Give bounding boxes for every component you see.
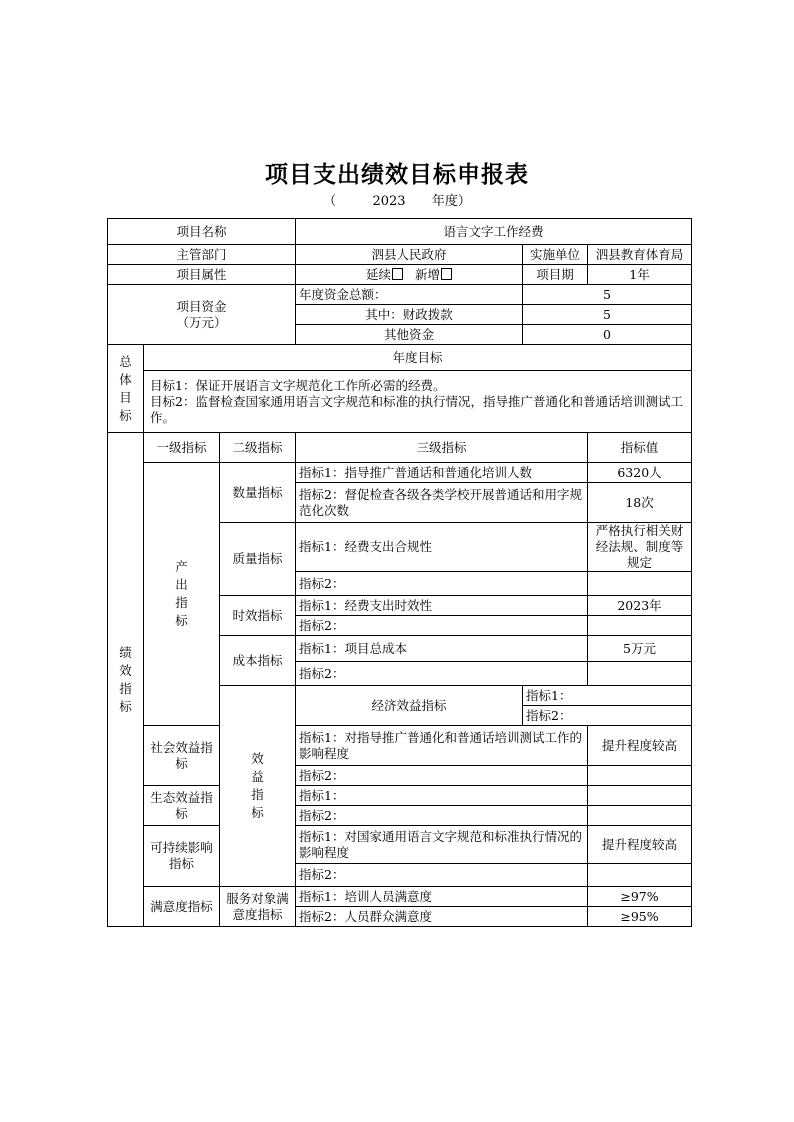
continue-checkbox[interactable]	[392, 268, 403, 280]
cost-v1: 5万元	[588, 636, 692, 662]
benefit-indicator-label: 效益指标	[220, 686, 296, 887]
quantity-i1: 指标1：指导推广普通话和普通化培训人数	[296, 463, 588, 483]
sustainable-v1: 提升程度较高	[588, 826, 692, 864]
cost-i2: 指标2：	[296, 662, 588, 686]
social-i2: 指标2：	[296, 766, 588, 786]
economic-i1: 指标1：	[523, 686, 692, 706]
funds-label-line2: （万元）	[176, 314, 227, 330]
table-row	[108, 826, 692, 864]
social-indicator-label: 社会效益指标	[144, 726, 220, 786]
satisfaction-v1: ≥97%	[588, 887, 692, 907]
perf-indicators-label: 绩效指标	[108, 433, 144, 927]
new-checkbox[interactable]	[441, 268, 452, 280]
sustainable-v2	[588, 864, 692, 887]
timeliness-i2: 指标2：	[296, 616, 588, 636]
attr-new-label: 新增	[414, 266, 440, 282]
timeliness-i1: 指标1：经费支出时效性	[296, 596, 588, 616]
row-indicator-header	[108, 433, 692, 463]
cost-indicator-label: 成本指标	[220, 636, 296, 686]
row-project-name	[108, 219, 692, 245]
satisfaction-indicator-label: 满意度指标	[144, 887, 220, 927]
social-v2	[588, 766, 692, 786]
other-value: 0	[523, 325, 692, 345]
satisfaction-i1: 指标1：培训人员满意度	[296, 887, 588, 907]
quality-i1: 指标1：经费支出合规性	[296, 523, 588, 572]
quality-v1: 严格执行相关财经法规、制度等规定	[588, 523, 692, 572]
ecological-indicator-label: 生态效益指标	[144, 786, 220, 826]
row-annual-goal-header	[108, 345, 692, 371]
table-row	[108, 887, 692, 907]
funds-label-line1: 项目资金	[176, 298, 227, 314]
sustainable-i1: 指标1：对国家通用语言文字规范和标准执行情况的影响程度	[296, 826, 588, 864]
annual-total-value: 5	[523, 285, 692, 305]
goal-2: 目标2：监督检查国家通用语言文字规范和标准的执行情况，指导推广普通化和普通话培训测试工作。	[150, 393, 683, 425]
year-line	[0, 190, 794, 209]
ecological-i2: 指标2：	[296, 806, 588, 826]
social-i1: 指标1：对指导推广普通化和普通话培训测试工作的影响程度	[296, 726, 588, 766]
quality-v2	[588, 572, 692, 596]
level2-header: 二级指标	[220, 433, 296, 463]
satisfaction-v2: ≥95%	[588, 907, 692, 927]
attribute-value	[296, 265, 523, 285]
quality-i2: 指标2：	[296, 572, 588, 596]
performance-target-form	[107, 218, 692, 927]
row-annual-total	[108, 285, 692, 305]
quantity-i2: 指标2：督促检查各级各类学校开展普通话和用字规范化次数	[296, 483, 588, 523]
level3-header: 三级指标	[296, 433, 588, 463]
period-label: 项目期	[523, 265, 588, 285]
fiscal-label: 其中：财政拨款	[296, 305, 523, 325]
social-v1: 提升程度较高	[588, 726, 692, 766]
service-satisfaction-label: 服务对象满意度指标	[220, 887, 296, 927]
quality-indicator-label: 质量指标	[220, 523, 296, 596]
annual-goal-label: 年度目标	[144, 345, 692, 371]
value-header: 指标值	[588, 433, 692, 463]
project-name-value: 语言文字工作经费	[296, 219, 692, 245]
project-name-label: 项目名称	[108, 219, 296, 245]
economic-indicator-label: 经济效益指标	[296, 686, 523, 726]
level1-header: 一级指标	[144, 433, 220, 463]
row-department	[108, 245, 692, 265]
sustainable-indicator-label: 可持续影响指标	[144, 826, 220, 887]
implementer-label: 实施单位	[523, 245, 588, 265]
other-label: 其他资金	[296, 325, 523, 345]
table-row	[108, 726, 692, 766]
goal-text	[144, 371, 692, 433]
cost-v2	[588, 662, 692, 686]
fiscal-value: 5	[523, 305, 692, 325]
ecological-v1	[588, 786, 692, 806]
sustainable-i2: 指标2：	[296, 864, 588, 887]
attribute-label: 项目属性	[108, 265, 296, 285]
funds-label	[108, 285, 296, 345]
timeliness-v2	[588, 616, 692, 636]
quantity-v1: 6320人	[588, 463, 692, 483]
year-label: 年度）	[431, 194, 471, 209]
economic-i2: 指标2：	[523, 706, 692, 726]
attr-continue-label: 延续	[366, 266, 392, 282]
row-goal-text	[108, 371, 692, 433]
ecological-v2	[588, 806, 692, 826]
goal-1: 目标1：保证开展语言文字规范化工作所必需的经费。	[150, 377, 446, 393]
ecological-i1: 指标1：	[296, 786, 588, 806]
period-value: 1年	[588, 265, 692, 285]
table-row	[108, 463, 692, 483]
timeliness-indicator-label: 时效指标	[220, 596, 296, 636]
quantity-indicator-label: 数量指标	[220, 463, 296, 523]
timeliness-v1: 2023年	[588, 596, 692, 616]
overall-goal-label: 总体目标	[108, 345, 144, 433]
cost-i1: 指标1：项目总成本	[296, 636, 588, 662]
implementer-value: 泗县教育体育局	[588, 245, 692, 265]
year-value: 2023	[372, 194, 406, 209]
table-row	[108, 786, 692, 806]
row-attribute	[108, 265, 692, 285]
department-label: 主管部门	[108, 245, 296, 265]
form-title: 项目支出绩效目标申报表	[265, 161, 529, 188]
year-open: （	[323, 194, 337, 209]
output-indicator-label: 产出指标	[144, 463, 220, 726]
annual-total-label: 年度资金总额：	[296, 285, 523, 305]
department-value: 泗县人民政府	[296, 245, 523, 265]
satisfaction-i2: 指标2：人员群众满意度	[296, 907, 588, 927]
quantity-v2: 18次	[588, 483, 692, 523]
